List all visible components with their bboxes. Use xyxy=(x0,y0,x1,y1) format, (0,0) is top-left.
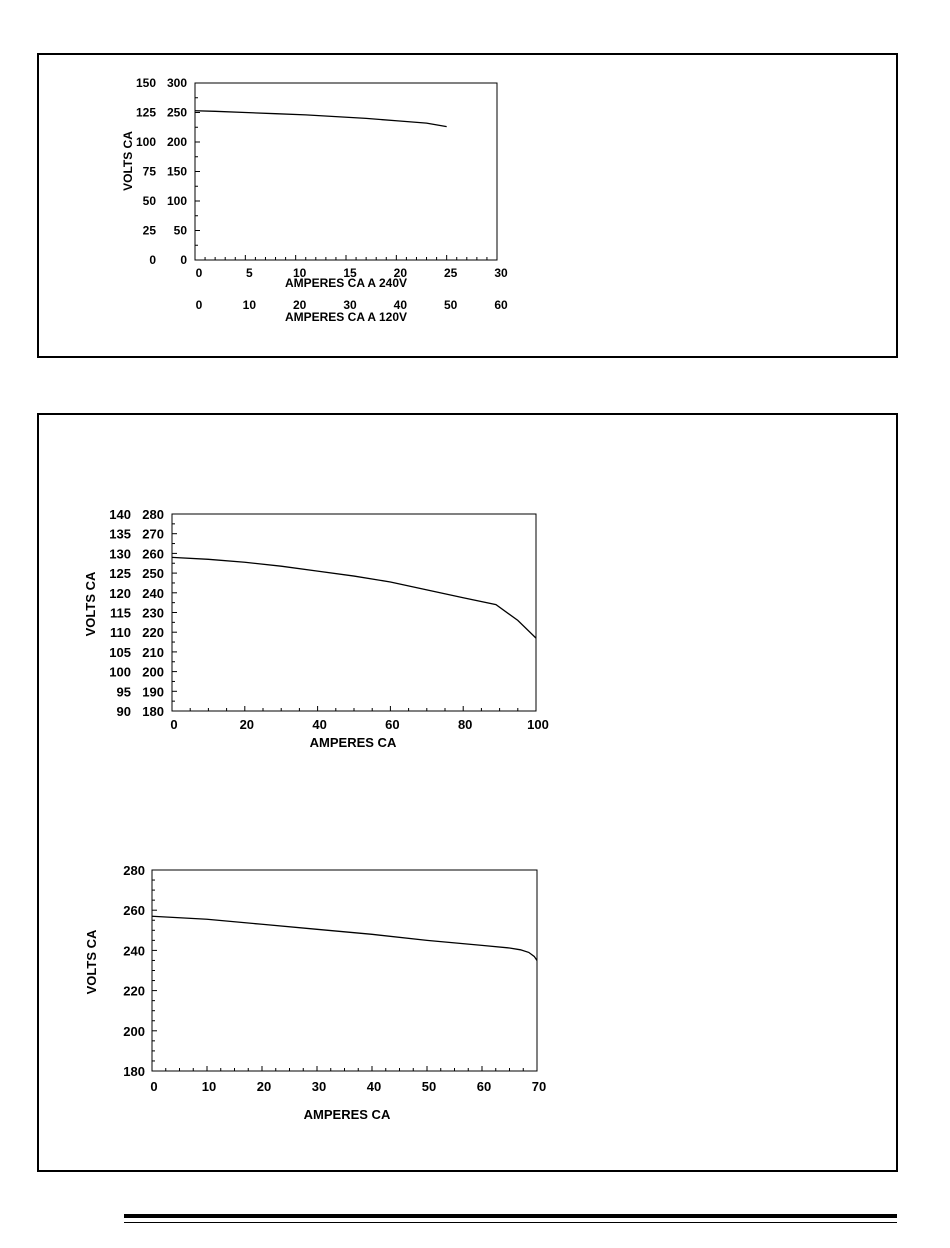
x-tick-label-secondary: 30 xyxy=(343,298,357,312)
x-tick-label: 40 xyxy=(366,1079,382,1094)
y-tick-label-inner: 100 xyxy=(166,194,187,208)
y-tick-label-inner: 250 xyxy=(166,105,187,120)
x-tick-label: 10 xyxy=(201,1079,217,1094)
x-tick-label: 0 xyxy=(150,1079,158,1094)
x-tick-label-secondary: 10 xyxy=(242,298,257,312)
x-tick-label-secondary: 40 xyxy=(393,298,408,312)
y-tick-label-outer: 110 xyxy=(110,625,131,641)
x-tick-label: 20 xyxy=(239,717,255,732)
y-tick-label-outer: 135 xyxy=(109,526,131,542)
y-tick-label: 200 xyxy=(123,1023,145,1039)
y-tick-label-inner: 200 xyxy=(166,135,187,149)
y-tick-label-inner: 220 xyxy=(142,625,164,641)
y-axis-label: VOLTS CA xyxy=(121,131,135,191)
plot-area xyxy=(172,514,536,711)
y-tick-label: 260 xyxy=(123,903,145,919)
y-tick-label-inner: 300 xyxy=(166,76,187,90)
x-tick-label-secondary: 20 xyxy=(292,298,307,312)
x-tick-label: 0 xyxy=(195,266,203,280)
x-axis-label: AMPERES CA xyxy=(303,1107,391,1122)
x-tick-label: 60 xyxy=(385,717,400,732)
plot-area xyxy=(152,870,537,1071)
y-tick-label: 220 xyxy=(123,983,145,999)
x-tick-label-secondary: 60 xyxy=(494,298,508,312)
y-tick-label-inner: 150 xyxy=(166,164,187,179)
y-tick-label-inner: 210 xyxy=(142,644,164,660)
series-line xyxy=(152,916,537,960)
y-tick-label-inner: 190 xyxy=(142,684,164,700)
x-tick-label: 40 xyxy=(312,717,327,732)
x-tick-label: 60 xyxy=(476,1079,492,1094)
y-tick-label-outer: 50 xyxy=(142,194,156,208)
y-tick-label: 240 xyxy=(123,943,145,959)
series-line xyxy=(172,557,536,638)
plot-area xyxy=(195,83,497,260)
y-tick-label: 280 xyxy=(123,863,145,878)
y-tick-label-outer: 140 xyxy=(109,507,131,522)
y-tick-label-inner: 270 xyxy=(142,526,164,542)
x-tick-label: 25 xyxy=(443,266,458,280)
x-tick-label: 50 xyxy=(421,1079,437,1094)
y-tick-label-outer: 130 xyxy=(109,546,131,562)
y-tick-label: 180 xyxy=(123,1064,145,1079)
y-tick-label-outer: 95 xyxy=(116,684,131,700)
y-tick-label-inner: 180 xyxy=(142,704,164,719)
y-tick-label-outer: 75 xyxy=(142,164,156,179)
y-tick-label-inner: 0 xyxy=(180,253,187,267)
x-axis-label-secondary: AMPERES CA A 120V xyxy=(284,310,408,324)
x-tick-label: 5 xyxy=(245,266,253,280)
y-tick-label-outer: 90 xyxy=(116,704,131,719)
y-tick-label-inner: 240 xyxy=(142,585,164,601)
y-tick-label-outer: 100 xyxy=(135,135,156,149)
y-tick-label-outer: 120 xyxy=(109,585,131,601)
y-tick-label-outer: 0 xyxy=(149,253,156,267)
x-tick-label: 0 xyxy=(170,717,178,732)
y-tick-label-inner: 250 xyxy=(142,566,164,582)
x-tick-label: 15 xyxy=(343,266,357,280)
y-tick-label-outer: 25 xyxy=(142,223,156,238)
y-axis-label: VOLTS CA xyxy=(84,929,99,995)
x-tick-label: 70 xyxy=(531,1079,547,1094)
x-tick-label: 20 xyxy=(393,266,408,280)
y-axis-label: VOLTS CA xyxy=(83,571,98,637)
y-tick-label-outer: 115 xyxy=(110,605,131,621)
y-tick-label-outer: 100 xyxy=(109,664,131,680)
y-tick-label-inner: 200 xyxy=(142,664,164,680)
x-axis-label: AMPERES CA A 240V xyxy=(284,276,408,290)
y-tick-label-inner: 280 xyxy=(142,507,164,522)
y-tick-label-outer: 125 xyxy=(109,566,131,582)
y-tick-label-inner: 50 xyxy=(173,223,187,238)
y-tick-label-outer: 125 xyxy=(135,105,156,120)
y-tick-label-inner: 260 xyxy=(142,546,164,562)
y-tick-label-inner: 230 xyxy=(142,605,164,621)
x-tick-label: 10 xyxy=(292,266,307,280)
y-tick-label-outer: 105 xyxy=(109,644,131,660)
x-tick-label: 20 xyxy=(256,1079,272,1094)
x-tick-label: 30 xyxy=(494,266,508,280)
x-axis-label: AMPERES CA xyxy=(309,735,397,750)
series-line xyxy=(195,111,447,127)
x-tick-label-secondary: 50 xyxy=(443,298,458,312)
x-tick-label-secondary: 0 xyxy=(195,298,203,312)
x-tick-label: 30 xyxy=(311,1079,327,1094)
x-tick-label: 100 xyxy=(527,717,549,732)
x-tick-label: 80 xyxy=(457,717,473,732)
y-tick-label-outer: 150 xyxy=(135,76,156,90)
